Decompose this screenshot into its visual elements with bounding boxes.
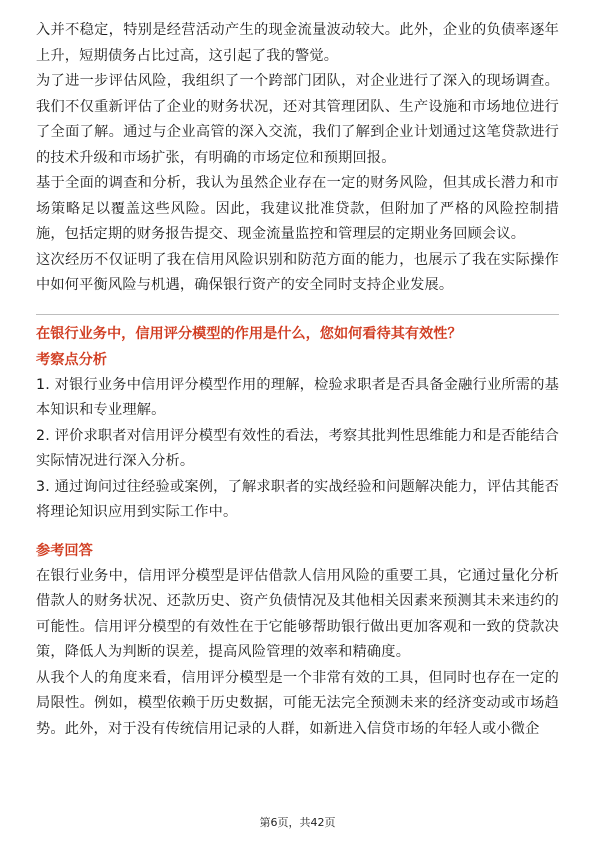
- answer-paragraph: 从我个人的角度来看，信用评分模型是一个非常有效的工具，但同时也存在一定的局限性。例如，模型依赖于历史数据，可能无法完全预测未来的经济变动或市场趋势。此外，对于没有传统信用记录的人群，如新进入信贷市场的年轻人或小微企: [36, 669, 559, 737]
- analysis-item: 3. 通过询问过往经验或案例，了解求职者的实战经验和问题解决能力，评估其能否将理论知识应用到实际工作中。: [36, 478, 559, 520]
- body-paragraph: 这次经历不仅证明了我在信用风险识别和防范方面的能力，也展示了我在实际操作中如何平衡风险与机遇，确保银行资产的安全同时支持企业发展。: [36, 251, 559, 293]
- question-heading: 在银行业务中，信用评分模型的作用是什么，您如何看待其有效性？: [36, 325, 462, 342]
- body-paragraph: 基于全面的调查和分析，我认为虽然企业存在一定的财务风险，但其成长潜力和市场策略足以覆盖这些风险。因此，我建议批准贷款，但附加了严格的风险控制措施，包括定期的财务报告提交、现金流量监控和管理层的定期业务回顾会议。: [36, 175, 559, 242]
- page-number-footer: 第6页，共42页: [259, 816, 336, 829]
- analysis-heading: 考察点分析: [36, 351, 107, 368]
- analysis-item: 1. 对银行业务中信用评分模型作用的理解，检验求职者是否具备金融行业所需的基本知识和专业理解。: [36, 376, 559, 418]
- section-divider: [36, 314, 559, 315]
- answer-paragraph: 在银行业务中，信用评分模型是评估借款人信用风险的重要工具，它通过量化分析借款人的财务状况、还款历史、资产负债情况及其他相关因素来预测其未来违约的可能性。信用评分模型的有效性在于它能够帮助银行做出更加客观和一致的贷款决策，降低人为判断的误差，提高风险管理的效率和精确度。: [36, 567, 559, 660]
- body-paragraph: 入并不稳定，特别是经营活动产生的现金流量波动较大。此外，企业的负债率逐年上升，短期债务占比过高，这引起了我的警觉。: [36, 22, 559, 64]
- analysis-item: 2. 评价求职者对信用评分模型有效性的看法，考察其批判性思维能力和是否能结合实际情况进行深入分析。: [36, 427, 559, 469]
- body-paragraph: 为了进一步评估风险，我组织了一个跨部门团队，对企业进行了深入的现场调查。我们不仅重新评估了企业的财务状况，还对其管理团队、生产设施和市场地位进行了全面了解。通过与企业高管的深入交流，我们了解到企业计划通过这笔贷款进行的技术升级和市场扩张，有明确的市场定位和预期回报。: [36, 73, 559, 166]
- answer-heading: 参考回答: [36, 542, 93, 559]
- document-page: [36, 18, 559, 742]
